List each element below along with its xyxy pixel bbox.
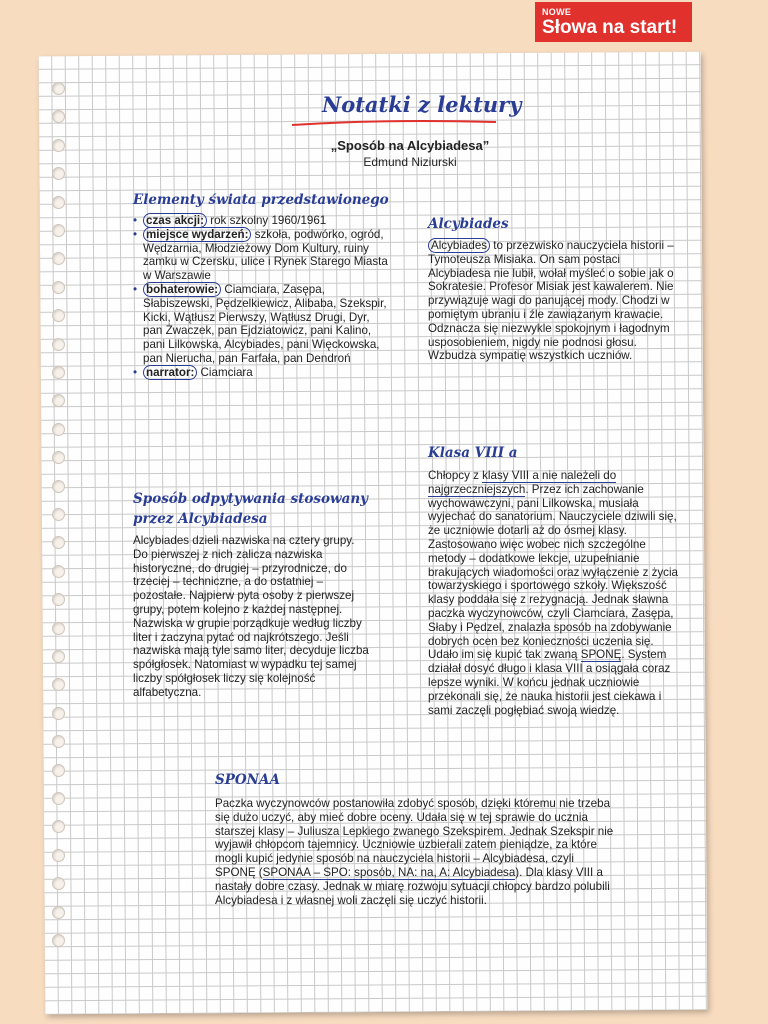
binder-hole	[52, 196, 65, 209]
sponaa-paragraph	[215, 797, 615, 907]
binder-hole	[52, 224, 65, 237]
binder-hole	[52, 338, 65, 351]
binder-hole	[52, 678, 65, 691]
page-title: Notatki z lektury	[322, 92, 522, 117]
binder-holes	[52, 82, 72, 962]
binder-hole	[52, 877, 65, 890]
binder-hole	[52, 423, 65, 436]
binder-hole	[52, 82, 65, 95]
alcybiades-paragraph	[428, 239, 676, 363]
binder-hole	[52, 565, 65, 578]
list-item	[133, 214, 391, 228]
heading-sposob	[133, 489, 368, 529]
heading-klasa: Klasa VIII a	[428, 445, 518, 461]
binder-hole	[52, 622, 65, 635]
heading-sposob-line1: Sposób odpytywania stosowany	[133, 491, 368, 507]
klasa-paragraph	[428, 469, 680, 717]
binder-hole	[52, 536, 65, 549]
heading-alcybiades: Alcybiades	[428, 216, 509, 232]
binder-hole	[52, 934, 65, 947]
underlined-sponae: SPONĘ	[580, 648, 622, 662]
paragraph-text: ). Dla klasy VIII a nastały dobre czasy. Jednak w miarę rozwoju sytuacji chłopcy bardzo polubili Alcybiadesa i z własnej woli zaczęli się uczyć historii.	[215, 865, 610, 907]
term-narrator: narrator:	[143, 365, 197, 380]
list-item	[133, 366, 391, 380]
item-text: Ciamciara, Zasępa, Słabiszewski, Pędzelkiewicz, Alibaba, Szekspir, Kicki, Wątłusz Pierwszy, Wątłusz Drugi, Dyr, pan Żwaczek, pan Ejdziatowicz, pani Kalino, pani Lilkowska, Alcybiades, pani Więckowska, pan Nierucha, pan Farfała, pan Dendroń	[143, 282, 387, 365]
heading-sponaa: SPONAA	[215, 772, 280, 788]
binder-hole	[52, 366, 65, 379]
logo-prefix: NOWE	[542, 7, 572, 17]
sposob-paragraph	[133, 534, 369, 700]
binder-hole	[52, 593, 65, 606]
item-text: szkoła, podwórko, ogród, Wędzarnia, Młodzieżowy Dom Kultury, ruiny zamku w Czersku, ulice i Rynek Starego Miasta w Warszawie	[143, 227, 388, 283]
binder-hole	[52, 167, 65, 180]
underlined-acronym: SPONAA – SPO: sposób, NA: na, A: Alcybiadesa	[262, 865, 516, 879]
binder-hole	[52, 394, 65, 407]
elementy-list-block	[133, 214, 391, 380]
binder-hole	[52, 281, 65, 294]
binder-hole	[52, 820, 65, 833]
binder-hole	[52, 849, 65, 862]
item-text: rok szkolny 1960/1961	[207, 214, 327, 227]
binder-hole	[52, 764, 65, 777]
binder-hole	[52, 906, 65, 919]
list-item	[133, 283, 391, 366]
item-text: Ciamciara	[197, 365, 253, 379]
paragraph-text: to przezwisko nauczyciela historii – Tymoteusza Misiaka. On sam postaci Alcybiadesa nie lubił, wołał myśleć o sobie jak o Sokratesie. Profesor Misiak jest kawalerem. Nie przywiązuje wagi do panującej mody. Chodzi w pomiętym ubraniu i źle zawiązanym krawacie. Odznacza się niezwykle spokojnym i łagodnym usposobieniem, nigdy nie podnosi głosu. Wzbudza sympatię wszystkich uczniów.	[428, 239, 674, 363]
list-item	[133, 228, 391, 283]
paragraph-text: Chłopcy z	[428, 469, 483, 482]
term-czas-akcji: czas akcji:	[143, 213, 207, 228]
logo-name: Słowa na start!	[542, 17, 678, 38]
binder-hole	[52, 707, 65, 720]
heading-sposob-line2: przez Alcybiadesa	[133, 511, 268, 527]
underlined-phrase: klasy VIII a nie należeli do najgrzeczniejszych	[428, 469, 617, 496]
book-title: „Sposób na Alcybiadesa”	[330, 138, 490, 153]
term-alcybiades: Alcybiades	[428, 238, 490, 253]
heading-elementy: Elementy świata przedstawionego	[133, 192, 389, 208]
binder-hole	[52, 252, 65, 265]
binder-hole	[52, 309, 65, 322]
binder-hole	[52, 480, 65, 493]
binder-hole	[52, 650, 65, 663]
title-underline	[290, 118, 500, 128]
binder-hole	[52, 508, 65, 521]
paragraph-text: . Przez ich zachowanie wychowawczyni, pani Lilkowska, musiała wyjechać do sanatorium. Nauczyciele dziwili się, że uczniowie dotarli aż do ósmej klasy. Zastosowano więc wobec nich szczególne metody – dodatkowe lekcje, uzupełnianie brakujących wiadomości oraz wyłączenie z życia towarzyskiego i sportowego szkoły. Większość klasy poddała się z rezygnacją. Jednak sławna paczka wyczynowców, czyli Ciamciara, Zasępa, Słaby i Pędzel, znalazła sposób na zdobywanie dobrych ocen bez konieczności uczenia się. Udało im się kupić tak zwaną	[428, 482, 679, 662]
paragraph-text: Alcybiades dzieli nazwiska na cztery grupy. Do pierwszej z nich zalicza nazwiska historyczne, do drugiej – przyrodnicze, do trzeciej – techniczne, a do ostatniej – pozostałe. Najpierw pyta osoby z pierwszej grupy, potem kolejno z każdej następnej. Nazwiska w grupie porządkuje według liczby liter i zaczyna pytać od najkrótszego. Jeśli nazwiska mają tyle samo liter, decyduje liczba spółgłosek. Natomiast w wypadku tej samej liczby spółgłosek liczy się kolejność alfabetyczna.	[133, 534, 369, 699]
binder-hole	[52, 735, 65, 748]
binder-hole	[52, 451, 65, 464]
paragraph-text: . System działał dosyć długo i klasa VIII a osiągała coraz lepsze wyniki. W końcu jednak uczniowie przekonali się, że nauka historii jest ciekawa i sami zaczęli pogłębiać swoją wiedzę.	[428, 648, 671, 717]
term-miejsce: miejsce wydarzeń:	[143, 227, 251, 242]
brand-logo	[535, 2, 692, 42]
book-author: Edmund Niziurski	[363, 155, 457, 169]
binder-hole	[52, 110, 65, 123]
term-bohaterowie: bohaterowie:	[143, 282, 221, 297]
binder-hole	[52, 792, 65, 805]
paragraph-text: Paczka wyczynowców postanowiła zdobyć sposób, dzięki któremu nie trzeba się dużo uczyć, aby mieć dobre oceny. Udała się w tej sprawie do ucznia starszej klasy – Juliusza Lepkiego zwanego Szekspirem. Jednak Szekspir nie wyjawił chłopcom tajemnicy. Uczniowie uzbierali zatem pieniądze, za które mogli kupić jedynie sposób na nauczyciela historii – Alcybiadesa, czyli SPONĘ (	[215, 797, 614, 879]
